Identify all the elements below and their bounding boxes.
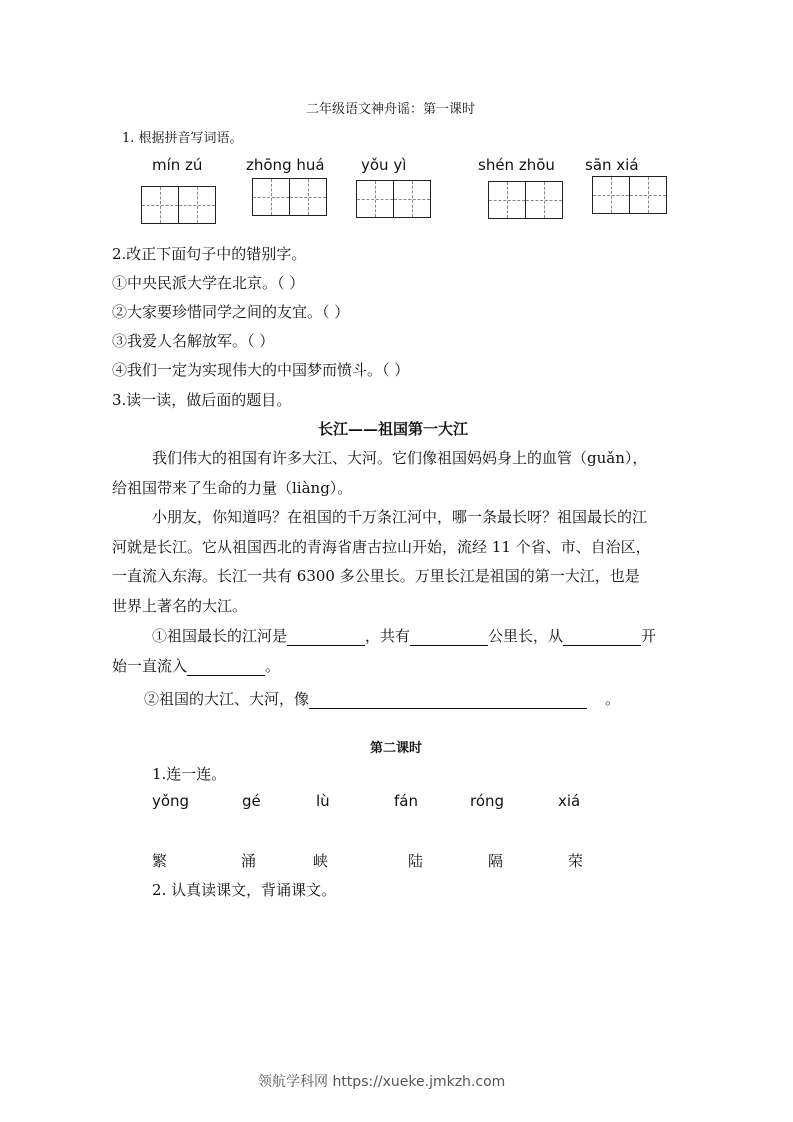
- writing-grid[interactable]: [252, 178, 326, 216]
- sub-question-text: ②祖国的大江、大河，像: [144, 690, 310, 708]
- match-character[interactable]: 涌: [241, 852, 257, 870]
- sub-question-2: [144, 688, 620, 709]
- page-title: 二年级语文神舟谣：第一课时: [306, 102, 476, 117]
- lesson-2-q1-label: 1.连一连。: [152, 765, 227, 783]
- passage-line: 我们伟大的祖国有许多大江、大河。它们像祖国妈妈身上的血管（guǎn），: [152, 449, 648, 467]
- correction-item: ①中央民派大学在北京。（ ）: [112, 274, 305, 292]
- writing-grid[interactable]: [356, 180, 430, 218]
- sub-question-1: [152, 625, 656, 646]
- match-pinyin[interactable]: yǒng: [152, 792, 190, 810]
- writing-cell[interactable]: [252, 178, 290, 216]
- sub-question-text: 。: [265, 657, 281, 675]
- writing-cell[interactable]: [488, 181, 526, 219]
- match-pinyin[interactable]: lù: [316, 792, 330, 810]
- passage-line: 一直流入东海。长江一共有 6300 多公里长。万里长江是祖国的第一大江，也是: [112, 567, 640, 585]
- writing-cell[interactable]: [356, 180, 394, 218]
- writing-cell[interactable]: [141, 186, 179, 224]
- match-character[interactable]: 荣: [568, 852, 584, 870]
- match-character[interactable]: 峡: [313, 852, 329, 870]
- answer-blank[interactable]: [287, 629, 365, 646]
- match-character[interactable]: 隔: [488, 852, 504, 870]
- passage-line: 小朋友，你知道吗？在祖国的千万条江河中，哪一条最长呀？祖国最长的江: [152, 508, 648, 526]
- sub-question-text: ①祖国最长的江河是: [152, 627, 288, 645]
- pinyin-label: yǒu yì: [361, 156, 407, 174]
- writing-grid[interactable]: [592, 176, 666, 214]
- match-pinyin[interactable]: xiá: [558, 792, 581, 810]
- lesson-2-title: 第二课时: [370, 741, 423, 756]
- passage-line: 世界上著名的大江。: [112, 596, 248, 615]
- answer-blank[interactable]: [187, 659, 265, 676]
- passage-title: 长江——祖国第一大江: [318, 420, 469, 438]
- question-1-label: 1. 根据拼音写词语。: [122, 131, 243, 146]
- writing-grid[interactable]: [141, 186, 215, 224]
- sub-question-text: 开: [641, 627, 657, 645]
- sub-question-text: ，共有: [365, 627, 411, 645]
- question-2-label: 2.改正下面句子中的错别字。: [112, 245, 307, 263]
- match-pinyin[interactable]: fán: [394, 792, 418, 810]
- passage-paragraph-1: [112, 444, 668, 503]
- lesson-2-q2-label: 2. 认真读课文，背诵课文。: [152, 881, 337, 899]
- answer-blank[interactable]: [563, 629, 641, 646]
- passage-line: 给祖国带来了生命的力量（liàng）。: [112, 478, 353, 497]
- footer-watermark: 领航学科网 https://xueke.jmkzh.com: [258, 1074, 506, 1090]
- writing-cell[interactable]: [178, 186, 216, 224]
- sub-question-text: 。: [605, 690, 621, 708]
- match-pinyin[interactable]: gé: [242, 792, 261, 810]
- writing-cell[interactable]: [592, 176, 630, 214]
- pinyin-label: mín zú: [152, 156, 203, 174]
- writing-cell[interactable]: [525, 181, 563, 219]
- answer-blank[interactable]: [410, 629, 488, 646]
- writing-cell[interactable]: [393, 180, 431, 218]
- correction-item: ④我们一定为实现伟大的中国梦而愤斗。（ ）: [112, 361, 410, 379]
- match-character[interactable]: 繁: [152, 852, 168, 870]
- pinyin-label: shén zhōu: [478, 156, 555, 174]
- sub-question-1-cont: [112, 655, 280, 676]
- writing-cell[interactable]: [629, 176, 667, 214]
- passage-line: 河就是长江。它从祖国西北的青海省唐古拉山开始，流经 11 个省、市、自治区，: [112, 537, 651, 556]
- writing-grid[interactable]: [488, 181, 562, 219]
- correction-item: ②大家要珍惜同学之间的友宜。（ ）: [112, 303, 350, 321]
- pinyin-label: zhōng huá: [246, 156, 325, 174]
- question-3-label: 3.读一读，做后面的题目。: [112, 391, 292, 409]
- correction-item: ③我爱人名解放军。（ ）: [112, 332, 275, 350]
- pinyin-label: sān xiá: [585, 156, 639, 174]
- match-pinyin[interactable]: róng: [470, 792, 505, 810]
- sub-question-text: 公里长，从: [488, 627, 564, 645]
- passage-paragraph-2: [112, 503, 668, 621]
- writing-cell[interactable]: [289, 178, 327, 216]
- match-character[interactable]: 陆: [408, 852, 424, 870]
- sub-question-text: 始一直流入: [112, 657, 188, 675]
- answer-blank[interactable]: [309, 692, 587, 709]
